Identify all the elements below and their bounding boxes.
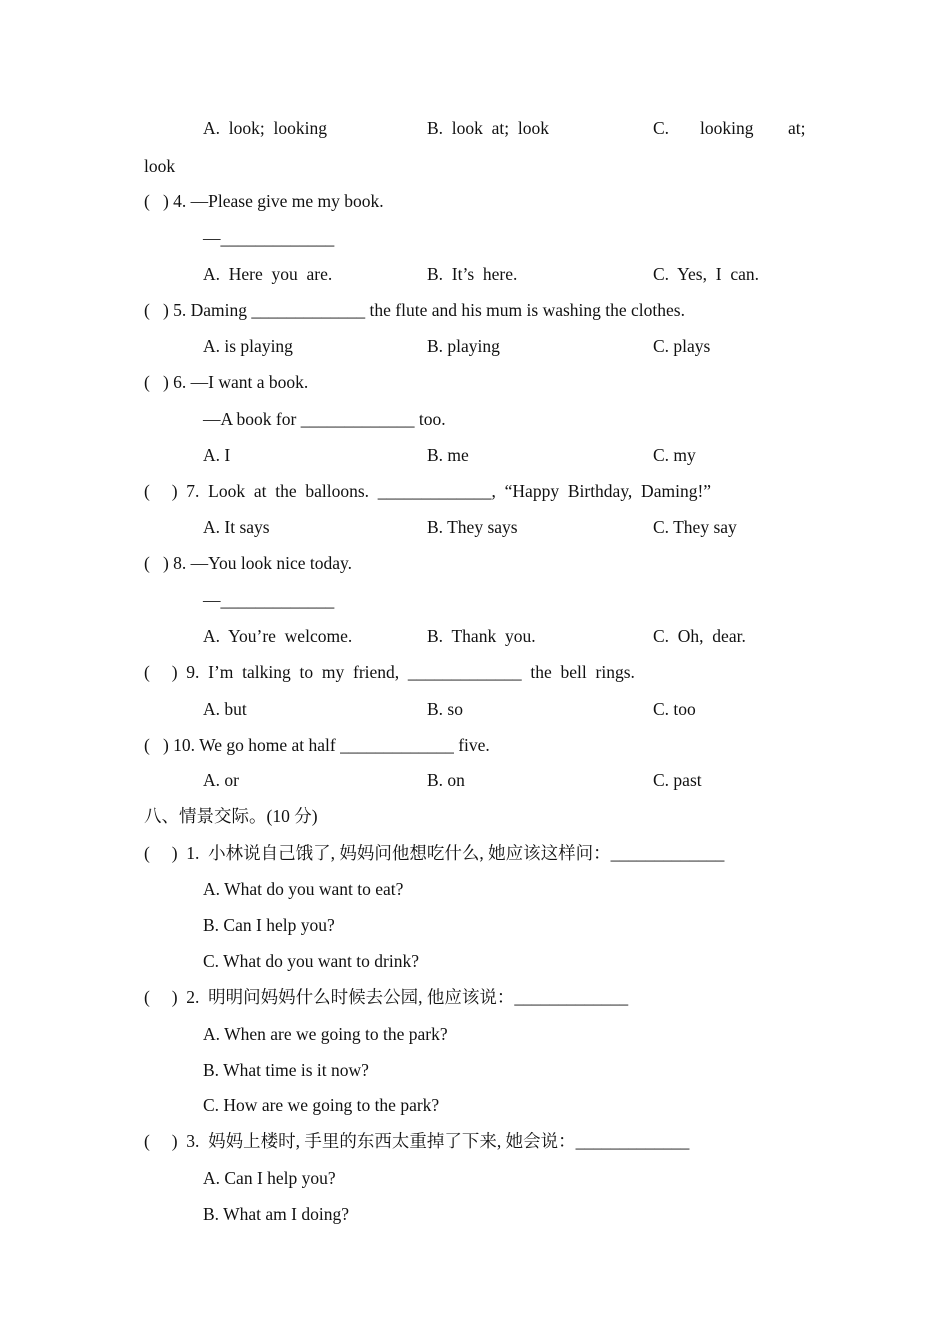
q6-option-c: C. my — [653, 445, 696, 465]
s8-q3-option-b: B. What am I doing? — [203, 1204, 349, 1224]
q3-option-c-label: C. — [653, 118, 670, 138]
s8-q1-option-a: A. What do you want to eat? — [203, 879, 404, 899]
q9-option-c: C. too — [653, 699, 696, 719]
q3-option-c-word2: at; — [788, 118, 806, 138]
q7-option-c: C. They say — [653, 517, 737, 537]
q3-option-a: A. look; looking — [203, 118, 327, 138]
s8-q1-stem: ( ) 1. 小林说自己饿了, 妈妈问他想吃什么, 她应该这样问：_____________ — [144, 843, 725, 863]
q10-option-b: B. on — [427, 770, 465, 790]
q5-option-a: A. is playing — [203, 336, 293, 356]
q8-reply: —_____________ — [203, 590, 335, 610]
q8-stem: ( ) 8. —You look nice today. — [144, 553, 353, 573]
q7-stem: ( ) 7. Look at the balloons. _____________, “Happy Birthday, Daming!” — [144, 481, 712, 501]
section-8-title: 八、情景交际。(10 分) — [144, 806, 318, 826]
q10-option-c: C. past — [653, 770, 702, 790]
s8-q2-stem: ( ) 2. 明明问妈妈什么时候去公园, 他应该说：_____________ — [144, 987, 629, 1007]
q4-stem: ( ) 4. —Please give me my book. — [144, 191, 384, 211]
q10-option-a: A. or — [203, 770, 239, 790]
q10-stem: ( ) 10. We go home at half _____________ five. — [144, 735, 490, 755]
q9-stem: ( ) 9. I’m talking to my friend, _____________ the bell rings. — [144, 662, 635, 682]
q6-option-a: A. I — [203, 445, 231, 465]
s8-q1-option-b: B. Can I help you? — [203, 915, 335, 935]
q5-option-b: B. playing — [427, 336, 500, 356]
q4-reply: —_____________ — [203, 228, 335, 248]
q8-option-a: A. You’re welcome. — [203, 626, 353, 646]
s8-q3-option-a: A. Can I help you? — [203, 1168, 336, 1188]
q3-option-b: B. look at; look — [427, 118, 550, 138]
s8-q2-option-a: A. When are we going to the park? — [203, 1024, 448, 1044]
q9-option-b: B. so — [427, 699, 463, 719]
q9-option-a: A. but — [203, 699, 247, 719]
q7-option-a: A. It says — [203, 517, 270, 537]
q3-option-c-word1: looking — [700, 118, 754, 138]
q8-option-c: C. Oh, dear. — [653, 626, 746, 646]
q6-option-b: B. me — [427, 445, 469, 465]
q5-option-c: C. plays — [653, 336, 711, 356]
q8-option-b: B. Thank you. — [427, 626, 536, 646]
s8-q1-option-c: C. What do you want to drink? — [203, 951, 419, 971]
q3-option-c-wrap: look — [144, 156, 176, 176]
q4-option-a: A. Here you are. — [203, 264, 333, 284]
s8-q3-stem: ( ) 3. 妈妈上楼时, 手里的东西太重掉了下来, 她会说：_____________ — [144, 1131, 690, 1151]
q4-option-c: C. Yes, I can. — [653, 264, 759, 284]
q4-option-b: B. It’s here. — [427, 264, 518, 284]
q7-option-b: B. They says — [427, 517, 518, 537]
q6-stem: ( ) 6. —I want a book. — [144, 372, 309, 392]
q6-reply: —A book for _____________ too. — [203, 409, 446, 429]
s8-q2-option-c: C. How are we going to the park? — [203, 1095, 440, 1115]
s8-q2-option-b: B. What time is it now? — [203, 1060, 369, 1080]
q5-stem: ( ) 5. Daming _____________ the flute and his mum is washing the clothes. — [144, 300, 685, 320]
